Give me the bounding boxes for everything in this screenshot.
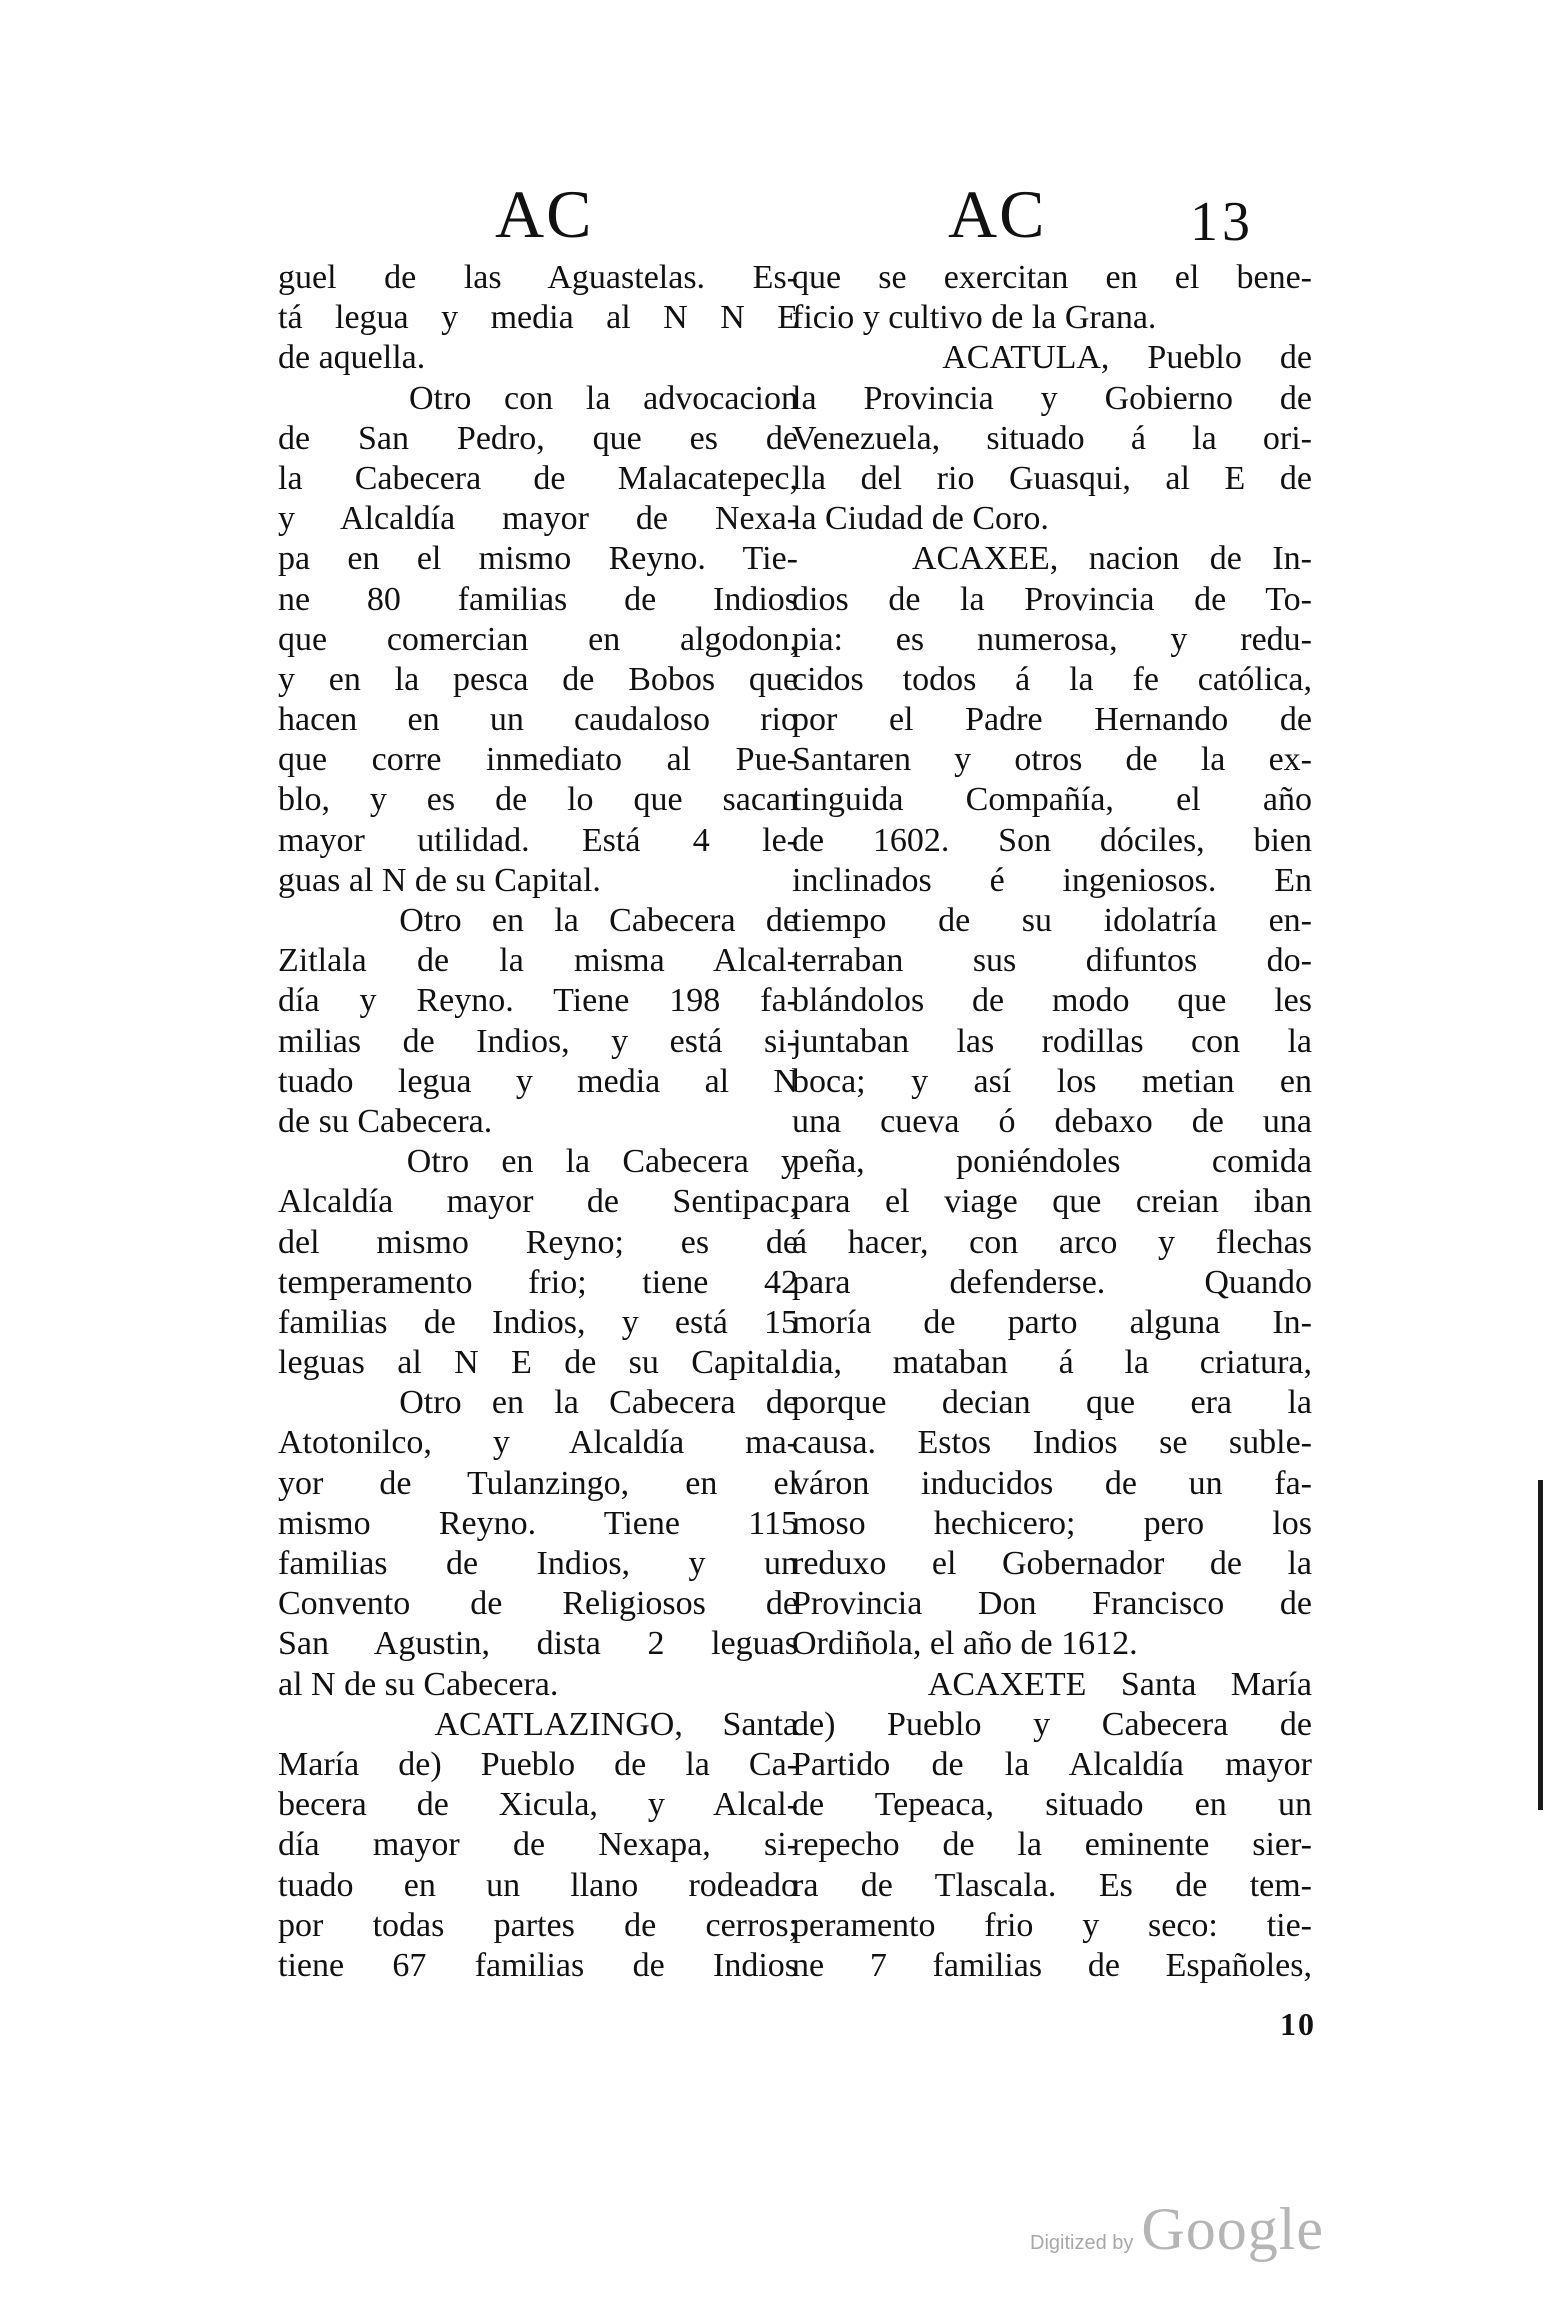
- text-line: ficio y cultivo de la Grana.: [792, 299, 1157, 337]
- text-line: tá legua y media al N N E: [278, 299, 798, 337]
- text-line: terraban sus difuntos do-: [792, 942, 1312, 980]
- text-line: al N de su Cabecera.: [278, 1665, 559, 1703]
- text-line: reduxo el Gobernador de la: [792, 1545, 1312, 1582]
- text-line: por el Padre Hernando de: [792, 701, 1312, 739]
- text-line: guas al N de su Capital.: [278, 861, 601, 899]
- text-line: San Agustin, dista 2 leguas: [278, 1625, 798, 1663]
- text-column-right: [792, 258, 1312, 1986]
- text-line: moría de parto alguna In-: [792, 1303, 1312, 1341]
- text-line: milias de Indios, y está si-: [278, 1022, 798, 1060]
- text-line: boca; y así los metian en: [792, 1062, 1312, 1100]
- text-line: peña, poniéndoles comida: [792, 1143, 1312, 1181]
- text-line: Convento de Religiosos de: [278, 1585, 798, 1623]
- text-line: pia: es numerosa, y redu-: [792, 620, 1312, 658]
- text-line: Otro en la Cabecera de: [278, 902, 798, 939]
- text-line: Partido de la Alcaldía mayor: [792, 1745, 1312, 1783]
- text-line: mismo Reyno. Tiene 115: [278, 1504, 798, 1542]
- text-line: dia, mataban á la criatura,: [792, 1344, 1312, 1382]
- text-line: á hacer, con arco y flechas: [792, 1223, 1312, 1261]
- text-line: de San Pedro, que es de: [278, 419, 798, 457]
- text-line: lla del rio Guasqui, al E de: [792, 459, 1312, 497]
- text-line: familias de Indios, y está 15: [278, 1303, 798, 1341]
- text-line: y Alcaldía mayor de Nexa-: [278, 500, 798, 538]
- text-line: Ordiñola, el año de 1612.: [792, 1625, 1138, 1663]
- watermark-brand-logo: Google: [1141, 2196, 1325, 2262]
- text-line: causa. Estos Indios se suble-: [792, 1424, 1312, 1462]
- text-line: tuado legua y media al N: [278, 1062, 798, 1100]
- text-line: ACAXETE Santa María: [792, 1665, 1312, 1703]
- text-line: ACATULA, Pueblo de: [792, 339, 1312, 377]
- text-line: la Cabecera de Malacatepec,: [278, 459, 798, 497]
- text-line: de aquella.: [278, 339, 426, 377]
- text-line: yor de Tulanzingo, en el: [278, 1464, 798, 1502]
- text-line: guel de las Aguastelas. Es-: [278, 259, 798, 296]
- text-line: una cueva ó debaxo de una: [792, 1102, 1312, 1140]
- text-line: becera de Xicula, y Alcal-: [278, 1786, 798, 1824]
- text-line: Otro en la Cabecera de: [278, 1384, 798, 1422]
- text-line: ne 7 familias de Españoles,: [792, 1946, 1312, 1984]
- catchword: 10: [1280, 2006, 1316, 2042]
- text-line: blándolos de modo que les: [792, 982, 1312, 1020]
- page-number: 13: [1190, 191, 1254, 253]
- text-line: del mismo Reyno; es de: [278, 1223, 798, 1261]
- text-line: pa en el mismo Reyno. Tie-: [278, 540, 798, 578]
- digitization-watermark: [1030, 2195, 1324, 2264]
- text-line: ACAXEE, nacion de In-: [792, 540, 1312, 578]
- text-line: que se exercitan en el bene-: [792, 259, 1312, 296]
- text-line: la Provincia y Gobierno de: [792, 379, 1312, 417]
- text-line: porque decian que era la: [792, 1384, 1312, 1422]
- text-line: váron inducidos de un fa-: [792, 1464, 1312, 1502]
- text-line: ra de Tlascala. Es de tem-: [792, 1866, 1312, 1904]
- watermark-prefix: Digitized by: [1030, 2232, 1134, 2254]
- text-line: mayor utilidad. Está 4 le-: [278, 821, 798, 859]
- running-head-right: AC: [948, 176, 1047, 252]
- text-line: Alcaldía mayor de Sentipac,: [278, 1183, 798, 1221]
- text-line: Venezuela, situado á la ori-: [792, 419, 1312, 457]
- text-line: ne 80 familias de Indios: [278, 580, 798, 618]
- text-line: María de) Pueblo de la Ca-: [278, 1745, 798, 1783]
- text-line: tinguida Compañía, el año: [792, 781, 1312, 819]
- text-line: por todas partes de cerros;: [278, 1906, 798, 1944]
- text-line: moso hechicero; pero los: [792, 1504, 1312, 1542]
- text-line: tiempo de su idolatría en-: [792, 902, 1312, 939]
- text-line: hacen en un caudaloso rio: [278, 701, 798, 739]
- text-line: para defenderse. Quando: [792, 1263, 1312, 1301]
- text-line: Otro con la advocacion: [278, 379, 798, 417]
- running-head-left: AC: [495, 176, 594, 252]
- text-line: tiene 67 familias de Indios: [278, 1946, 798, 1984]
- text-line: cidos todos á la fe católica,: [792, 660, 1312, 698]
- text-line: juntaban las rodillas con la: [792, 1022, 1312, 1060]
- text-line: día y Reyno. Tiene 198 fa-: [278, 982, 798, 1020]
- text-line: de su Cabecera.: [278, 1102, 493, 1140]
- text-line: que comercian en algodon,: [278, 620, 798, 658]
- text-line: para el viage que creian iban: [792, 1183, 1312, 1221]
- text-line: ACATLAZINGO, Santa: [278, 1705, 798, 1743]
- text-line: blo, y es de lo que sacan: [278, 781, 798, 819]
- text-line: que corre inmediato al Pue-: [278, 741, 798, 779]
- text-line: de) Pueblo y Cabecera de: [792, 1705, 1312, 1743]
- text-line: Santaren y otros de la ex-: [792, 741, 1312, 779]
- text-line: leguas al N E de su Capital.: [278, 1344, 798, 1382]
- text-line: repecho de la eminente sier-: [792, 1826, 1312, 1864]
- text-line: de Tepeaca, situado en un: [792, 1786, 1312, 1824]
- text-column-left: [278, 258, 798, 1986]
- text-line: dios de la Provincia de To-: [792, 580, 1312, 618]
- text-line: Otro en la Cabecera y: [278, 1143, 798, 1181]
- text-line: inclinados é ingeniosos. En: [792, 861, 1312, 899]
- text-line: temperamento frio; tiene 42: [278, 1263, 798, 1301]
- text-line: Zitlala de la misma Alcal-: [278, 942, 798, 980]
- text-line: Provincia Don Francisco de: [792, 1585, 1312, 1623]
- text-line: Atotonilco, y Alcaldía ma-: [278, 1424, 798, 1462]
- text-line: familias de Indios, y un: [278, 1545, 798, 1582]
- text-line: la Ciudad de Coro.: [792, 500, 1049, 538]
- scan-edge-mark: [1538, 1480, 1543, 1810]
- text-line: peramento frio y seco: tie-: [792, 1906, 1312, 1944]
- text-line: día mayor de Nexapa, si-: [278, 1826, 798, 1864]
- text-line: y en la pesca de Bobos que: [278, 660, 798, 698]
- text-line: de 1602. Son dóciles, bien: [792, 821, 1312, 859]
- text-line: tuado en un llano rodeado: [278, 1866, 798, 1904]
